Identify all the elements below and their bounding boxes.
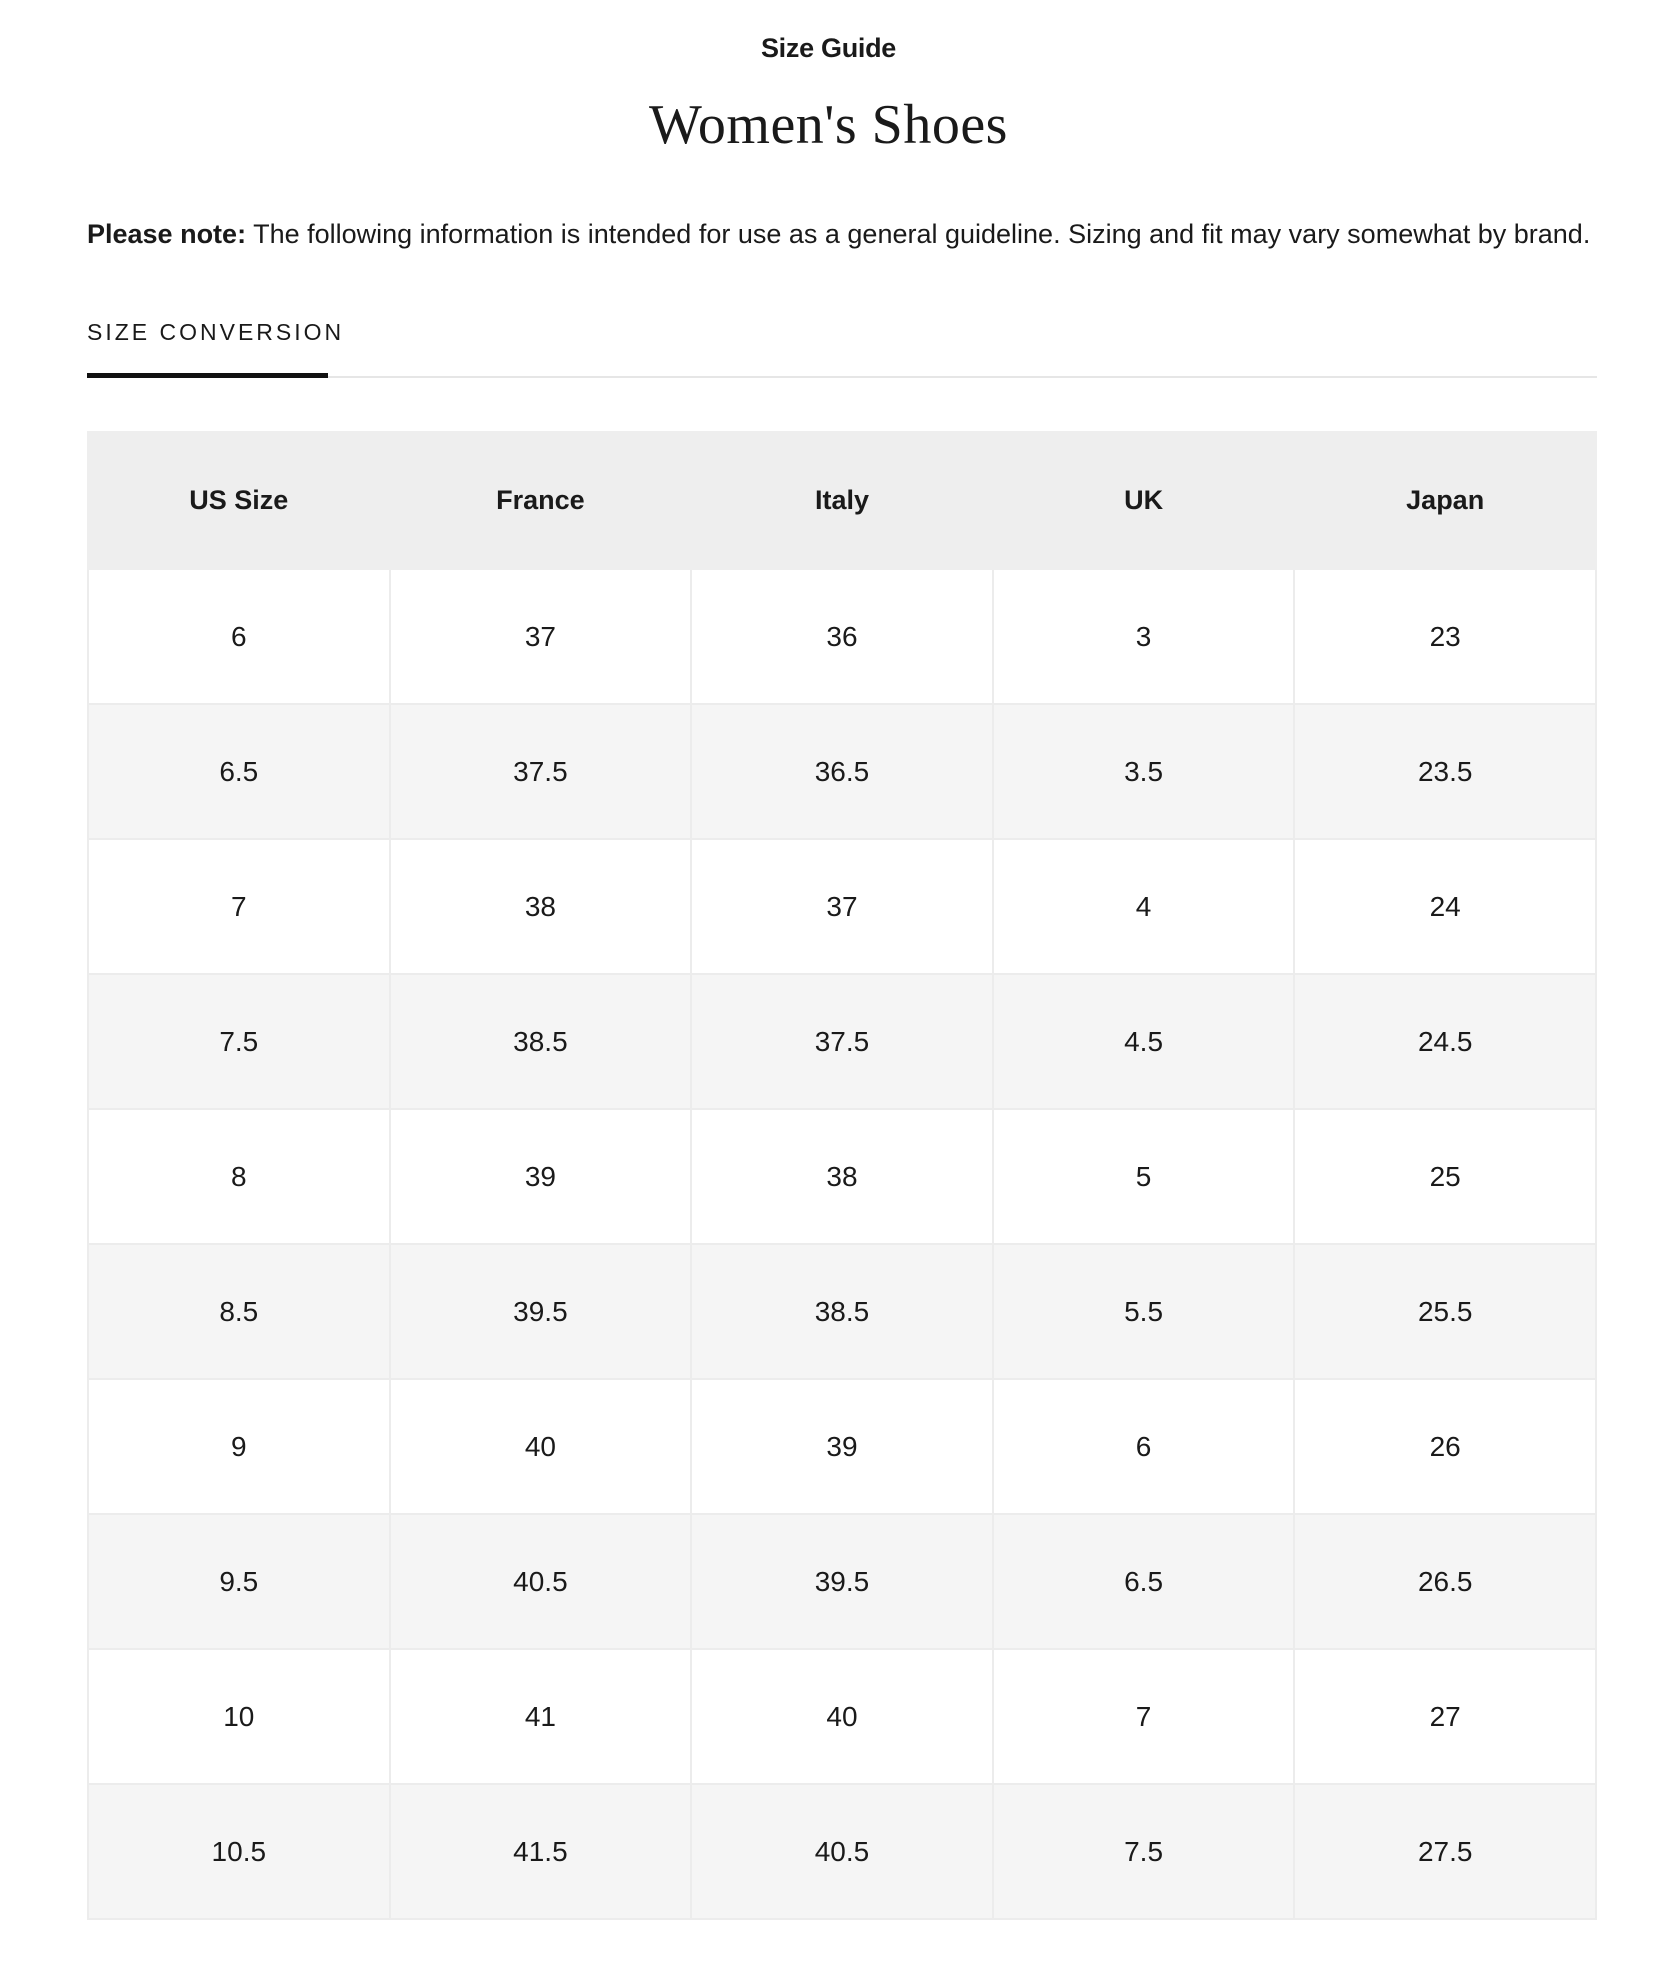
cell-france: 39.5	[390, 1244, 692, 1379]
column-header-us-size: US Size	[88, 432, 390, 569]
table-row	[88, 1514, 1596, 1649]
column-header-italy: Italy	[691, 432, 993, 569]
cell-us-size: 10	[88, 1649, 390, 1784]
cell-uk: 5	[993, 1109, 1295, 1244]
cell-italy: 36	[691, 569, 993, 704]
cell-japan: 24	[1294, 839, 1596, 974]
cell-italy: 39	[691, 1379, 993, 1514]
cell-france: 40	[390, 1379, 692, 1514]
sizing-note	[87, 214, 1607, 254]
cell-italy: 37.5	[691, 974, 993, 1109]
table-row	[88, 704, 1596, 839]
page-title: Women's Shoes	[649, 94, 1008, 156]
cell-uk: 5.5	[993, 1244, 1295, 1379]
cell-japan: 26.5	[1294, 1514, 1596, 1649]
size-guide-eyebrow: Size Guide	[760, 33, 897, 63]
size-conversion-table-container	[87, 431, 1597, 1920]
column-header-france: France	[390, 432, 692, 569]
cell-us-size: 7	[88, 839, 390, 974]
cell-us-size: 8.5	[88, 1244, 390, 1379]
cell-uk: 4	[993, 839, 1295, 974]
size-conversion-table	[87, 431, 1597, 1920]
table-row	[88, 1109, 1596, 1244]
cell-uk: 3	[993, 569, 1295, 704]
cell-japan: 27.5	[1294, 1784, 1596, 1919]
cell-italy: 38	[691, 1109, 993, 1244]
cell-us-size: 6.5	[88, 704, 390, 839]
cell-uk: 3.5	[993, 704, 1295, 839]
tab-bar	[87, 312, 1597, 378]
cell-japan: 23.5	[1294, 704, 1596, 839]
cell-italy: 37	[691, 839, 993, 974]
tab-size-conversion[interactable]	[87, 312, 344, 372]
tab-size-conversion-label: SIZE CONVERSION	[87, 319, 345, 345]
cell-us-size: 6	[88, 569, 390, 704]
cell-us-size: 8	[88, 1109, 390, 1244]
cell-france: 41.5	[390, 1784, 692, 1919]
table-row	[88, 1784, 1596, 1919]
cell-japan: 23	[1294, 569, 1596, 704]
note-label: Please note:	[87, 219, 247, 249]
cell-japan: 26	[1294, 1379, 1596, 1514]
column-header-japan: Japan	[1294, 432, 1596, 569]
cell-france: 38.5	[390, 974, 692, 1109]
cell-us-size: 10.5	[88, 1784, 390, 1919]
table-row	[88, 1379, 1596, 1514]
cell-uk: 6	[993, 1379, 1295, 1514]
table-row	[88, 1649, 1596, 1784]
cell-france: 41	[390, 1649, 692, 1784]
table-row	[88, 1244, 1596, 1379]
cell-france: 37.5	[390, 704, 692, 839]
table-row	[88, 569, 1596, 704]
cell-us-size: 9.5	[88, 1514, 390, 1649]
cell-france: 38	[390, 839, 692, 974]
cell-japan: 25	[1294, 1109, 1596, 1244]
cell-japan: 25.5	[1294, 1244, 1596, 1379]
column-header-uk: UK	[993, 432, 1295, 569]
cell-italy: 38.5	[691, 1244, 993, 1379]
cell-uk: 7	[993, 1649, 1295, 1784]
cell-italy: 40	[691, 1649, 993, 1784]
page-header	[0, 28, 1657, 156]
cell-japan: 24.5	[1294, 974, 1596, 1109]
table-header-row	[88, 432, 1596, 569]
active-tab-indicator	[87, 373, 328, 378]
cell-us-size: 7.5	[88, 974, 390, 1109]
note-text: The following information is intended for use as a general guideline. Sizing and fit may vary somewhat by brand.	[246, 219, 1591, 249]
cell-italy: 40.5	[691, 1784, 993, 1919]
cell-us-size: 9	[88, 1379, 390, 1514]
cell-uk: 7.5	[993, 1784, 1295, 1919]
cell-france: 37	[390, 569, 692, 704]
cell-uk: 6.5	[993, 1514, 1295, 1649]
table-row	[88, 839, 1596, 974]
cell-italy: 39.5	[691, 1514, 993, 1649]
cell-france: 40.5	[390, 1514, 692, 1649]
cell-uk: 4.5	[993, 974, 1295, 1109]
cell-japan: 27	[1294, 1649, 1596, 1784]
cell-italy: 36.5	[691, 704, 993, 839]
cell-france: 39	[390, 1109, 692, 1244]
table-row	[88, 974, 1596, 1109]
